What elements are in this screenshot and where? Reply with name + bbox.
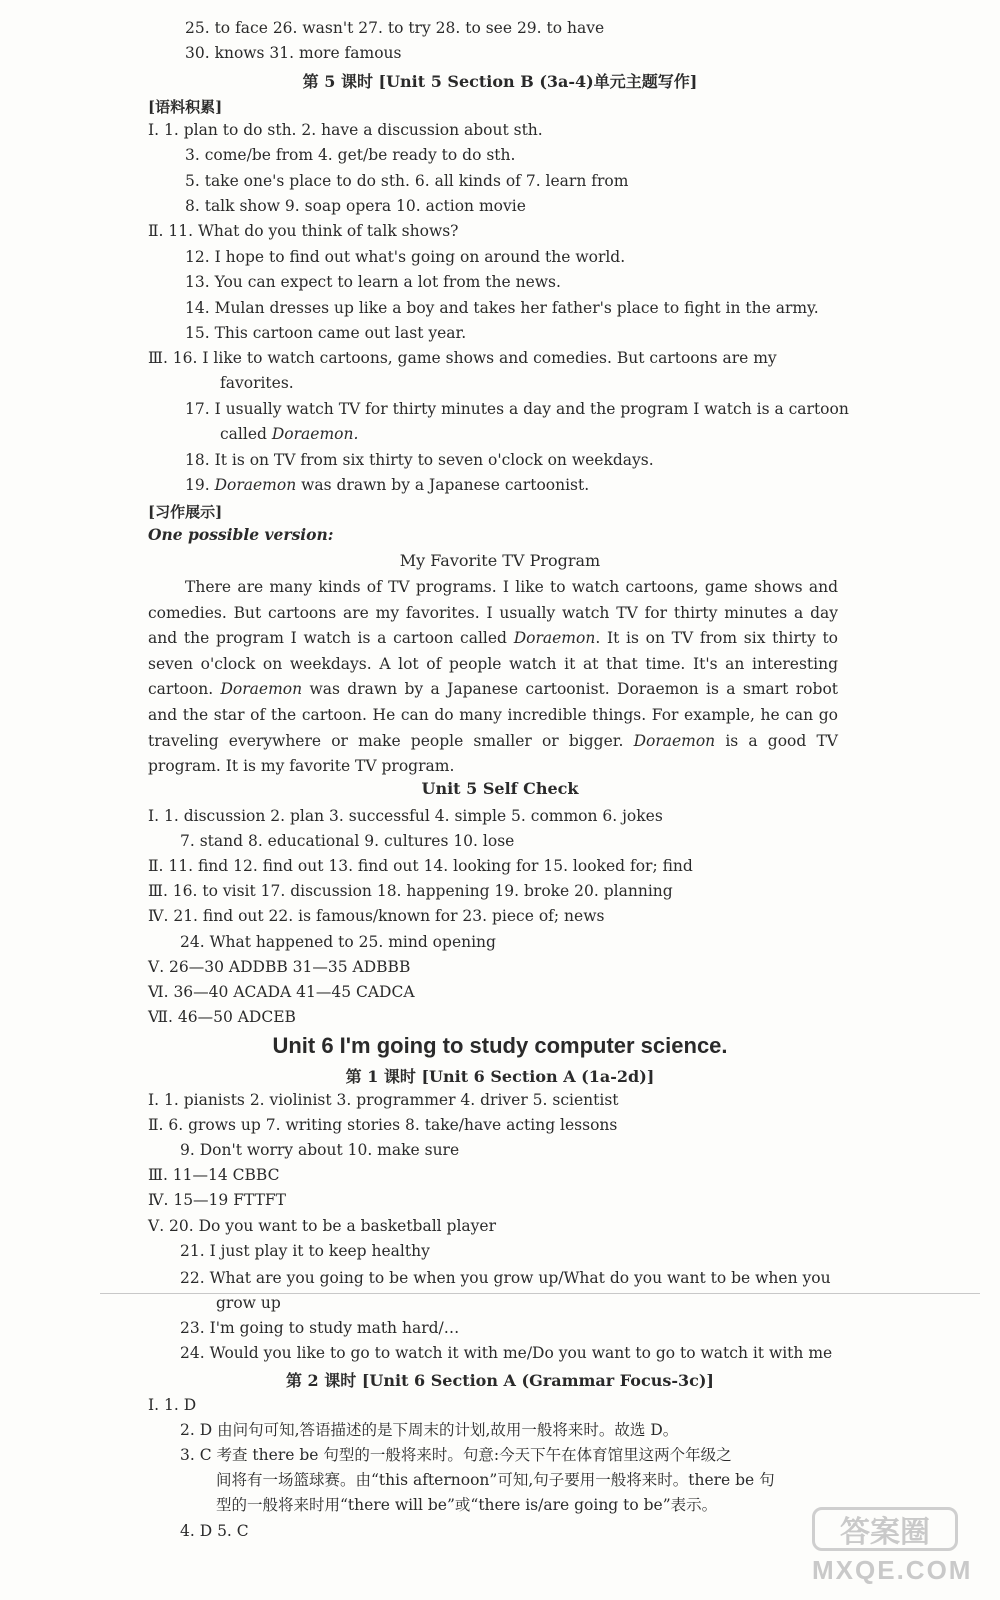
lesson1-header: 第 1 课时 [Unit 6 Section A (1a-2d)] xyxy=(345,1067,655,1086)
answer-line: Ⅴ. 20. Do you want to be a basketball player xyxy=(148,1217,497,1235)
answer-line: 21. I just play it to keep healthy xyxy=(180,1242,430,1260)
show-title: Doraemon xyxy=(633,731,716,750)
answer-line: 24. What happened to 25. mind opening xyxy=(180,933,496,951)
answer-line xyxy=(220,424,358,444)
show-title: Doraemon xyxy=(214,476,297,494)
answer-line: 12. I hope to find out what's going on around the world. xyxy=(185,248,626,266)
answer-line: Ⅵ. 36—40 ACADA 41—45 CADCA xyxy=(148,983,415,1001)
writing-label: [习作展示] xyxy=(148,503,223,521)
answer-line: 30. knows 31. more famous xyxy=(185,44,402,62)
answer-line: 22. What are you going to be when you grow up/What do you want to be when you xyxy=(180,1269,831,1287)
answer-line: 间将有一场篮球赛。由“this afternoon”可知,句子要用一般将来时。there be 句 xyxy=(216,1471,775,1489)
answer-line: 8. talk show 9. soap opera 10. action movie xyxy=(185,197,526,215)
answer-line: Ⅰ. 1. discussion 2. plan 3. successful 4. simple 5. common 6. jokes xyxy=(148,807,663,825)
answer-line: 15. This cartoon came out last year. xyxy=(185,324,467,342)
answer-line: Ⅲ. 16. I like to watch cartoons, game shows and comedies. But cartoons are my xyxy=(148,349,777,367)
corpus-label: [语料积累] xyxy=(148,98,223,116)
essay-text: is a good TV program. It is my favorite TV program. xyxy=(148,731,838,776)
answer-line: 9. Don't worry about 10. make sure xyxy=(180,1141,460,1159)
answer-line: 23. I'm going to study math hard/… xyxy=(180,1319,460,1337)
show-title: Doraemon xyxy=(513,629,596,648)
answer-line: 17. I usually watch TV for thirty minutes a day and the program I watch is a cartoon xyxy=(185,400,849,418)
watermark-site: MXQE.COM xyxy=(812,1555,973,1585)
answer-line: favorites. xyxy=(220,374,294,392)
essay-body xyxy=(148,575,838,780)
answer-line: Ⅱ. 11. What do you think of talk shows? xyxy=(148,222,459,240)
selfcheck-header: Unit 5 Self Check xyxy=(421,779,579,798)
answer-number: 19. xyxy=(185,476,210,494)
essay-text: was drawn by a Japanese cartoonist. Doraemon is a smart robot and the star of the cartoon. He can do many incredible things. For example, he can go traveling everywhere or make people smaller or bigger. xyxy=(148,680,838,750)
answer-line: Ⅰ. 1. plan to do sth. 2. have a discussion about sth. xyxy=(148,121,543,139)
answer-line: 型的一般将来时用“there will be”或“there is/are going to be”表示。 xyxy=(216,1496,718,1514)
essay-text: There are many kinds of TV programs. I like to watch cartoons, game shows and comedies. But cartoons are my favorites. I usually watch TV for thirty minutes a day and the program I watch is a cartoon called xyxy=(148,578,838,648)
answer-line: 3. come/be from 4. get/be ready to do sth. xyxy=(185,146,516,164)
essay-title: My Favorite TV Program xyxy=(399,551,601,570)
answer-line: Ⅱ. 6. grows up 7. writing stories 8. take/have acting lessons xyxy=(148,1116,618,1134)
answer-line: 5. take one's place to do sth. 6. all kinds of 7. learn from xyxy=(185,172,629,190)
unit6-title: Unit 6 I'm going to study computer science. xyxy=(272,1033,728,1058)
answer-line: grow up xyxy=(216,1294,281,1312)
answer-line: Ⅴ. 26—30 ADDBB 31—35 ADBBB xyxy=(148,958,411,976)
answer-line: Ⅶ. 46—50 ADCEB xyxy=(148,1008,296,1026)
answer-line: 14. Mulan dresses up like a boy and takes her father's place to fight in the army. xyxy=(185,299,819,317)
answer-line: Ⅳ. 15—19 FTTFT xyxy=(148,1191,287,1209)
version-label: One possible version: xyxy=(148,525,334,544)
answer-line: Ⅰ. 1. pianists 2. violinist 3. programmer 4. driver 5. scientist xyxy=(148,1091,619,1109)
answer-line: 24. Would you like to go to watch it with me/Do you want to go to watch it with me xyxy=(180,1344,833,1362)
answer-line: 13. You can expect to learn a lot from the news. xyxy=(185,273,561,291)
answer-line: Ⅳ. 21. find out 22. is famous/known for 23. piece of; news xyxy=(148,907,605,925)
answer-line: 25. to face 26. wasn't 27. to try 28. to see 29. to have xyxy=(185,19,605,37)
answer-line: 3. C 考查 there be 句型的一般将来时。句意:今天下午在体育馆里这两个年级之 xyxy=(180,1446,732,1464)
show-title: Doraemon xyxy=(220,680,303,699)
essay-text: . It is on TV from six thirty to seven o'clock on weekdays. A lot of people watch it at that time. It's an interesting cartoon. xyxy=(148,629,839,699)
answer-line: 2. D 由问句可知,答语描述的是下周末的计划,故用一般将来时。故选 D。 xyxy=(180,1421,679,1439)
answer-line: 7. stand 8. educational 9. cultures 10. lose xyxy=(180,832,515,850)
answer-line: Ⅱ. 11. find 12. find out 13. find out 14. looking for 15. looked for; find xyxy=(148,857,693,875)
answer-line: 4. D 5. C xyxy=(180,1522,249,1540)
lesson2-header: 第 2 课时 [Unit 6 Section A (Grammar Focus-3c)] xyxy=(285,1371,714,1390)
answer-line: Ⅲ. 11—14 CBBC xyxy=(148,1166,280,1184)
answer-text: was drawn by a Japanese cartoonist. xyxy=(301,476,590,494)
watermark xyxy=(812,1507,972,1586)
show-title: Doraemon. xyxy=(271,425,359,443)
lesson5-header: 第 5 课时 [Unit 5 Section B (3a-4)单元主题写作] xyxy=(302,72,698,91)
watermark-logo: 答案圈 xyxy=(812,1507,958,1551)
answer-text: called xyxy=(220,425,267,443)
answer-line: Ⅲ. 16. to visit 17. discussion 18. happening 19. broke 20. planning xyxy=(148,882,673,900)
answer-line xyxy=(185,475,589,495)
answer-line: Ⅰ. 1. D xyxy=(148,1396,197,1414)
answer-line: 18. It is on TV from six thirty to seven o'clock on weekdays. xyxy=(185,451,654,469)
